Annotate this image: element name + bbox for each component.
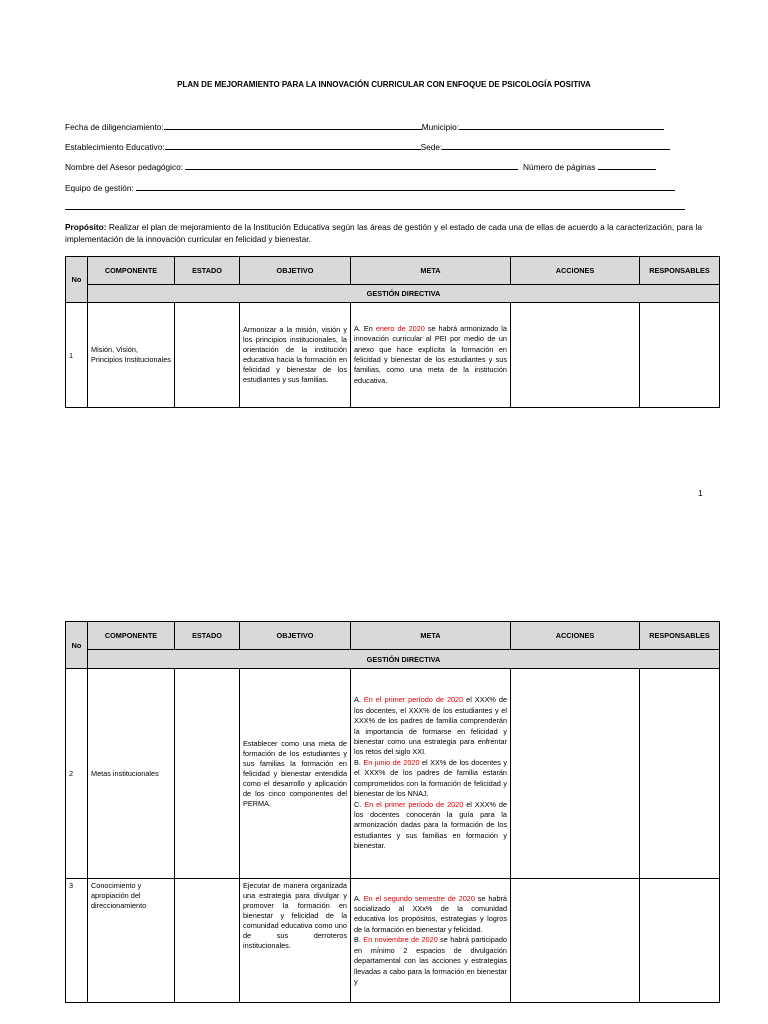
- meta-a-prefix: A.: [354, 893, 364, 903]
- table-row: [66, 303, 720, 408]
- meta-c-prefix: C.: [354, 799, 365, 809]
- fecha-label: Fecha de diligenciamiento:: [65, 122, 164, 132]
- proposito-label: Propósito:: [65, 222, 107, 232]
- meta-b-prefix: B.: [354, 757, 364, 767]
- form-line-asesor: [65, 161, 656, 172]
- header-no: No: [66, 622, 88, 669]
- header-acciones: ACCIONES: [511, 257, 640, 285]
- header-meta: META: [351, 622, 511, 650]
- table-row: [66, 879, 720, 1003]
- row-objetivo: Establecer como una meta de formación de los estudiantes y sus familias la formación en felicidad y bienestar entendida como el desarrollo y aplicación de los cinco componentes del PERMA.: [240, 669, 351, 879]
- plan-table-page-2: [65, 621, 720, 1003]
- establecimiento-blank[interactable]: [165, 141, 421, 150]
- row-responsables[interactable]: [640, 669, 720, 879]
- municipio-blank[interactable]: [459, 121, 664, 130]
- asesor-label: Nombre del Asesor pedagógico:: [65, 162, 184, 172]
- row-componente: Metas institucionales: [88, 669, 175, 879]
- table-header-row: [66, 622, 720, 650]
- row-objetivo: Ejecutar de manera organizada una estrategia para divulgar y promover la formación en bienestar y felicidad de la comunidad educativa como uno de sus derroteros institucionales.: [240, 879, 351, 1003]
- fecha-blank[interactable]: [164, 121, 422, 130]
- row-meta: [351, 669, 511, 879]
- header-estado: ESTADO: [175, 257, 240, 285]
- asesor-blank[interactable]: [185, 161, 518, 170]
- paginas-blank[interactable]: [598, 161, 656, 170]
- equipo-blank[interactable]: [136, 182, 675, 191]
- meta-c-date: En el primer período de 2020: [364, 799, 464, 809]
- header-estado: ESTADO: [175, 622, 240, 650]
- row-estado[interactable]: [175, 879, 240, 1003]
- row-acciones[interactable]: [511, 303, 640, 408]
- header-responsables: RESPONSABLES: [640, 257, 720, 285]
- proposito-paragraph: [65, 221, 702, 245]
- row-acciones[interactable]: [511, 669, 640, 879]
- section-gestion-directiva: GESTIÓN DIRECTIVA: [88, 285, 720, 303]
- meta-b-date: En noviembre de 2020: [363, 935, 438, 945]
- meta-c-text: el XXX% de los docentes conocerán la guía para la armonización dadas para la formación de los estudiantes y sus familias en formación y bienestar.: [354, 799, 508, 851]
- proposito-text: Realizar el plan de mejoramiento de la Institución Educativa según las áreas de gestión y el estado de cada una de ellas de acuerdo a la caracterización, para la implementación de la innovación curricular en felicidad y bienestar.: [65, 222, 702, 244]
- meta-a-date: En el primer período de 2020: [363, 695, 464, 705]
- section-gestion-directiva: GESTIÓN DIRECTIVA: [88, 650, 720, 669]
- meta-b-date: En junio de 2020: [363, 757, 420, 767]
- paginas-label: Número de páginas: [523, 162, 596, 172]
- header-componente: COMPONENTE: [88, 622, 175, 650]
- row-estado[interactable]: [175, 303, 240, 408]
- equipo-blank-2[interactable]: [65, 201, 685, 210]
- meta-a-prefix: A. En: [354, 323, 376, 333]
- header-responsables: RESPONSABLES: [640, 622, 720, 650]
- page-number: 1: [698, 488, 703, 498]
- header-meta: META: [351, 257, 511, 285]
- header-objetivo: OBJETIVO: [240, 622, 351, 650]
- document-title: PLAN DE MEJORAMIENTO PARA LA INNOVACIÓN CURRICULAR CON ENFOQUE DE PSICOLOGÍA POSITIVA: [177, 80, 591, 89]
- row-number: 3: [66, 879, 88, 1003]
- row-meta: [351, 303, 511, 408]
- sede-blank[interactable]: [442, 141, 670, 150]
- table-header-row: [66, 257, 720, 285]
- meta-b-text: se habrá participado en mínimo 2 espacios de divulgación departamental con las acciones y estrategias llevadas a cabo para la formación en bienestar y: [354, 935, 507, 986]
- header-acciones: ACCIONES: [511, 622, 640, 650]
- plan-table-page-1: [65, 256, 720, 408]
- meta-b-text: el XX% de los docentes y el XXX% de los padres de familia estarán comprometidos con la formación de felicidad y bienestar de los NNAJ.: [354, 757, 507, 799]
- row-componente: Misión, Visión, Principios Institucionales: [88, 303, 175, 408]
- form-line-fecha: [65, 121, 664, 132]
- meta-a-date: enero de 2020: [375, 323, 425, 333]
- form-line-equipo-cont: [65, 201, 685, 212]
- header-objetivo: OBJETIVO: [240, 257, 351, 285]
- form-line-establecimiento: [65, 141, 670, 152]
- row-responsables[interactable]: [640, 879, 720, 1003]
- municipio-label: Municipio:: [421, 122, 460, 132]
- table-row: [66, 669, 720, 879]
- sede-label: Sede:: [420, 142, 443, 152]
- header-no: No: [66, 257, 88, 303]
- row-number: 2: [66, 669, 88, 879]
- form-line-equipo: [65, 182, 675, 193]
- equipo-label: Equipo de gestión:: [65, 183, 134, 193]
- meta-a-text: el XXX% de los docentes, el XXX% de los estudiantes y el XXX% de los padres de familia comprenderán la importancia de formarse en felicidad y bienestar como una estrategia para enfrentar los retos del siglo XXI.: [354, 695, 508, 757]
- meta-a-text: se habrá armonizado la innovación curricular al PEI por medio de un anexo que hace explícita la formación en felicidad y bienestar de los estudiantes y sus familias, como una meta de la institución educativa.: [354, 323, 507, 385]
- meta-a-date: En el segundo semestre de 2020: [363, 893, 475, 903]
- row-responsables[interactable]: [640, 303, 720, 408]
- row-componente: Conocimiento y apropiación del direccionamiento: [88, 879, 175, 1003]
- section-row: [66, 285, 720, 303]
- establecimiento-label: Establecimiento Educativo:: [65, 142, 165, 152]
- meta-b-prefix: B.: [354, 935, 364, 945]
- header-componente: COMPONENTE: [88, 257, 175, 285]
- meta-a-text: se habrá socializado al XXx% de la comunidad educativa los propósitos, estrategias y logros de la formación en bienestar y felicidad.: [354, 893, 507, 934]
- row-estado[interactable]: [175, 669, 240, 879]
- row-number: 1: [66, 303, 88, 408]
- section-row: [66, 650, 720, 669]
- row-meta: [351, 879, 511, 1003]
- row-objetivo: Armonizar a la misión, visión y los principios institucionales, la orientación de la institución educativa hacia la formación en felicidad y bienestar de los estudiantes y sus familias.: [240, 303, 351, 408]
- row-acciones[interactable]: [511, 879, 640, 1003]
- meta-a-prefix: A.: [354, 695, 364, 705]
